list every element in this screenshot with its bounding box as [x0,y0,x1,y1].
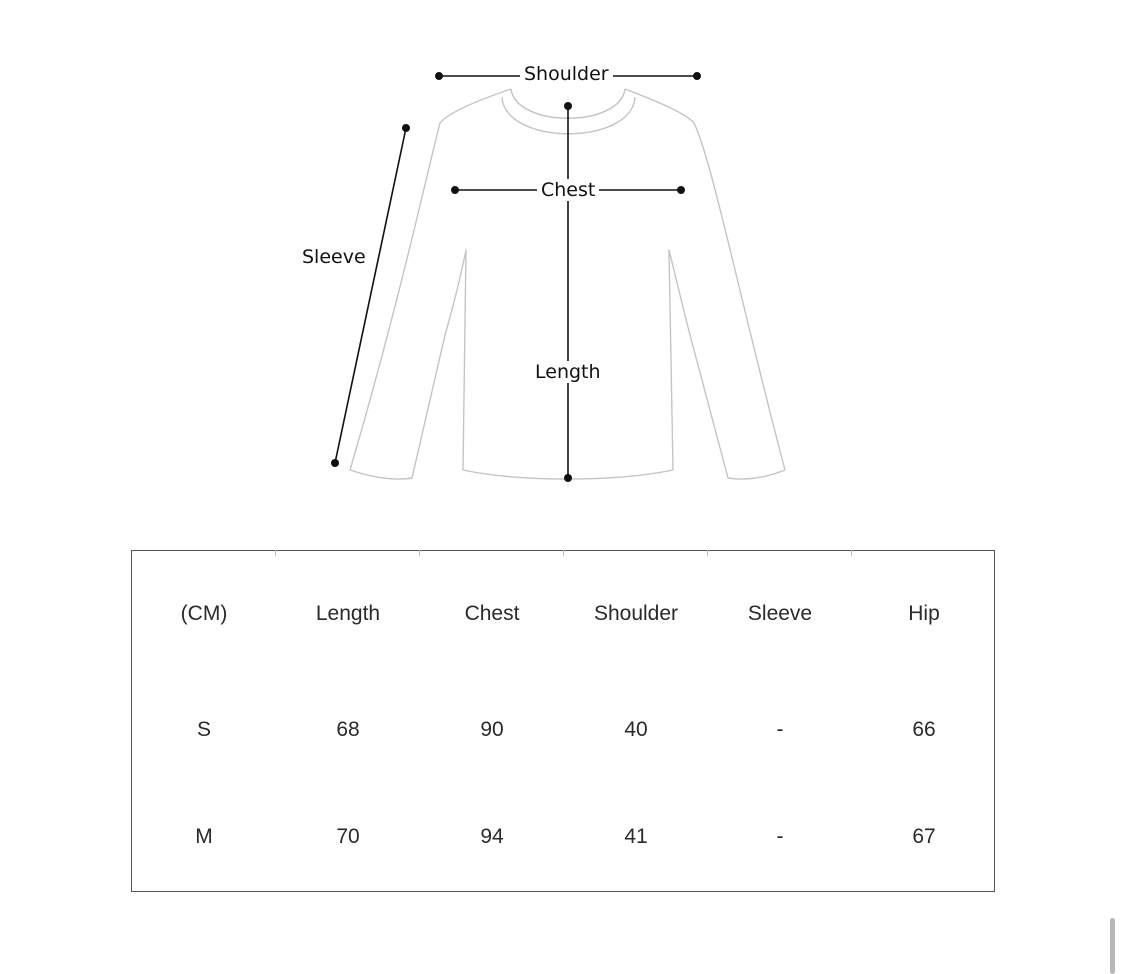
shoulder-start-dot [436,73,442,79]
column-tick [275,550,276,556]
length-label: Length [531,361,605,383]
size-table [131,550,995,892]
header-cell-unit: (CM) [180,602,228,625]
header-cell-length: Length [315,602,381,625]
length-cell: 68 [336,718,360,741]
shoulder-end-dot [694,73,700,79]
chest-cell: 90 [480,718,504,741]
table-header-row [132,594,994,634]
table-row [132,710,994,750]
size-cell: S [196,718,211,741]
length-bottom-dot [565,475,571,481]
column-tick [563,550,564,556]
hip-cell: 67 [912,825,936,848]
shoulder-cell: 40 [624,718,648,741]
shoulder-label: Shoulder [520,63,613,85]
sleeve-label: Sleeve [302,246,366,268]
hip-cell: 66 [912,718,936,741]
length-cell: 70 [336,825,360,848]
sleeve-top-dot [403,125,409,131]
scrollbar-thumb[interactable] [1110,918,1115,974]
length-top-dot [565,103,571,109]
size-cell: M [195,825,213,848]
chest-cell: 94 [480,825,504,848]
header-cell-sleeve: Sleeve [747,602,813,625]
measurement-lines [332,73,700,481]
column-tick [851,550,852,556]
sleeve-bottom-dot [332,460,338,466]
header-cell-shoulder: Shoulder [593,602,679,625]
chest-start-dot [452,187,458,193]
chest-end-dot [678,187,684,193]
column-tick [419,550,420,556]
table-row [132,817,994,857]
header-cell-hip: Hip [908,602,940,625]
sleeve-cell: - [776,718,784,741]
header-cell-chest: Chest [464,602,520,625]
sleeve-line [335,128,406,463]
sleeve-cell: - [776,825,784,848]
column-tick [707,550,708,556]
chest-label: Chest [537,179,599,201]
shoulder-cell: 41 [624,825,648,848]
